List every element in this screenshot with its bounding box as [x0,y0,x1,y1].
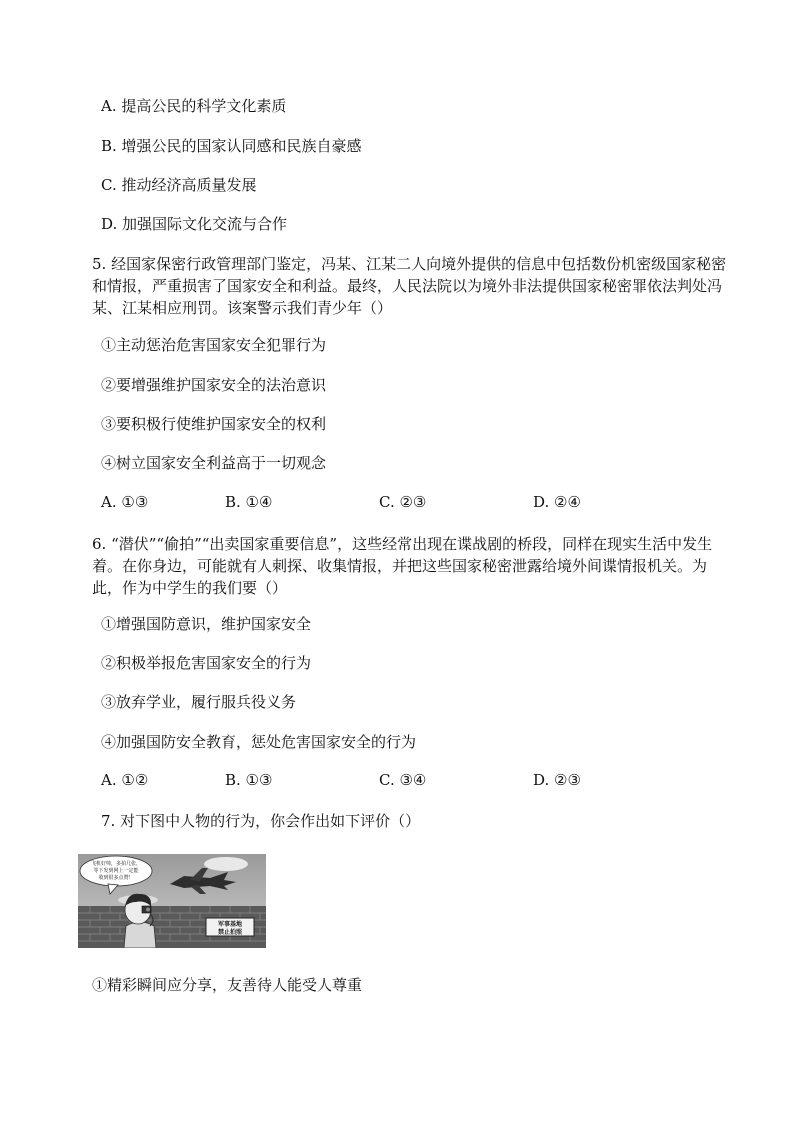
svg-text:禁止拍照: 禁止拍照 [217,929,243,936]
q4-option-d: D. 加强国际文化交流与合作 [101,215,288,233]
q5-stem: 5. 经国家保密行政管理部门鉴定，冯某、江某二人向境外提供的信息中包括数份机密级国家秘密和情报，严重损害了国家安全和利益。最终，人民法院以为境外非法提供国家秘密罪依法判处冯某、江某相应刑罚。该案警示我们青少年（） [92,255,727,317]
q5-item-1: ①主动惩治危害国家安全犯罪行为 [101,336,327,354]
q5-item-2: ②要增强维护国家安全的法治意识 [101,376,327,394]
q6-item-4: ④加强国防安全教育，惩处危害国家安全的行为 [101,733,417,751]
q6-item-2: ②积极举报危害国家安全的行为 [101,654,312,672]
q4-option-c: C. 推动经济高质量发展 [101,176,257,194]
q5-choice-a: A. ①③ [101,493,149,511]
q7-stem: 7. 对下图中人物的行为，你会作出如下评价（） [101,812,421,830]
q5-choice-c: C. ②③ [379,493,427,511]
cartoon-illustration [78,854,266,948]
q6-item-1: ①增强国防意识，维护国家安全 [101,615,312,633]
q6-choice-c: C. ③④ [379,771,427,789]
q5-choice-d: D. ②④ [533,493,581,511]
svg-text:等下发到网上一定能: 等下发到网上一定能 [93,868,139,874]
q4-option-a: A. 提高公民的科学文化素质 [101,97,287,115]
q5-choices [101,493,661,513]
q4-option-b: B. 增强公民的国家认同感和民族自豪感 [101,137,362,155]
cartoon-figure [78,854,266,948]
q6-choices [101,771,661,791]
q5-choice-b: B. ①④ [225,493,273,511]
svg-text:军事基地: 军事基地 [217,921,243,928]
q6-choice-b: B. ①③ [225,771,273,789]
q5-item-3: ③要积极行使维护国家安全的权利 [101,415,327,433]
q6-item-3: ③放弃学业，履行服兵役义务 [101,693,297,711]
q6-stem: 6. “潜伏”“偷拍”“出卖国家重要信息”，这些经常出现在谍战剧的桥段，同样在现实生活中发生着。在你身边，可能就有人刺探、收集情报，并把这些国家秘密泄露给境外间谍情报机关。为此，作为中学生的我们要（） [92,535,713,597]
svg-text:飞机好帅，多拍几张，: 飞机好帅，多拍几张， [90,861,142,867]
svg-text:收到很多点赞！: 收到很多点赞！ [98,875,134,881]
q7-item-1: ①精彩瞬间应分享，友善待人能受人尊重 [92,976,363,994]
q6-choice-a: A. ①② [101,771,149,789]
warning-sign [206,918,254,936]
q6-choice-d: D. ②③ [533,771,581,789]
q5-item-4: ④树立国家安全利益高于一切观念 [101,454,327,472]
